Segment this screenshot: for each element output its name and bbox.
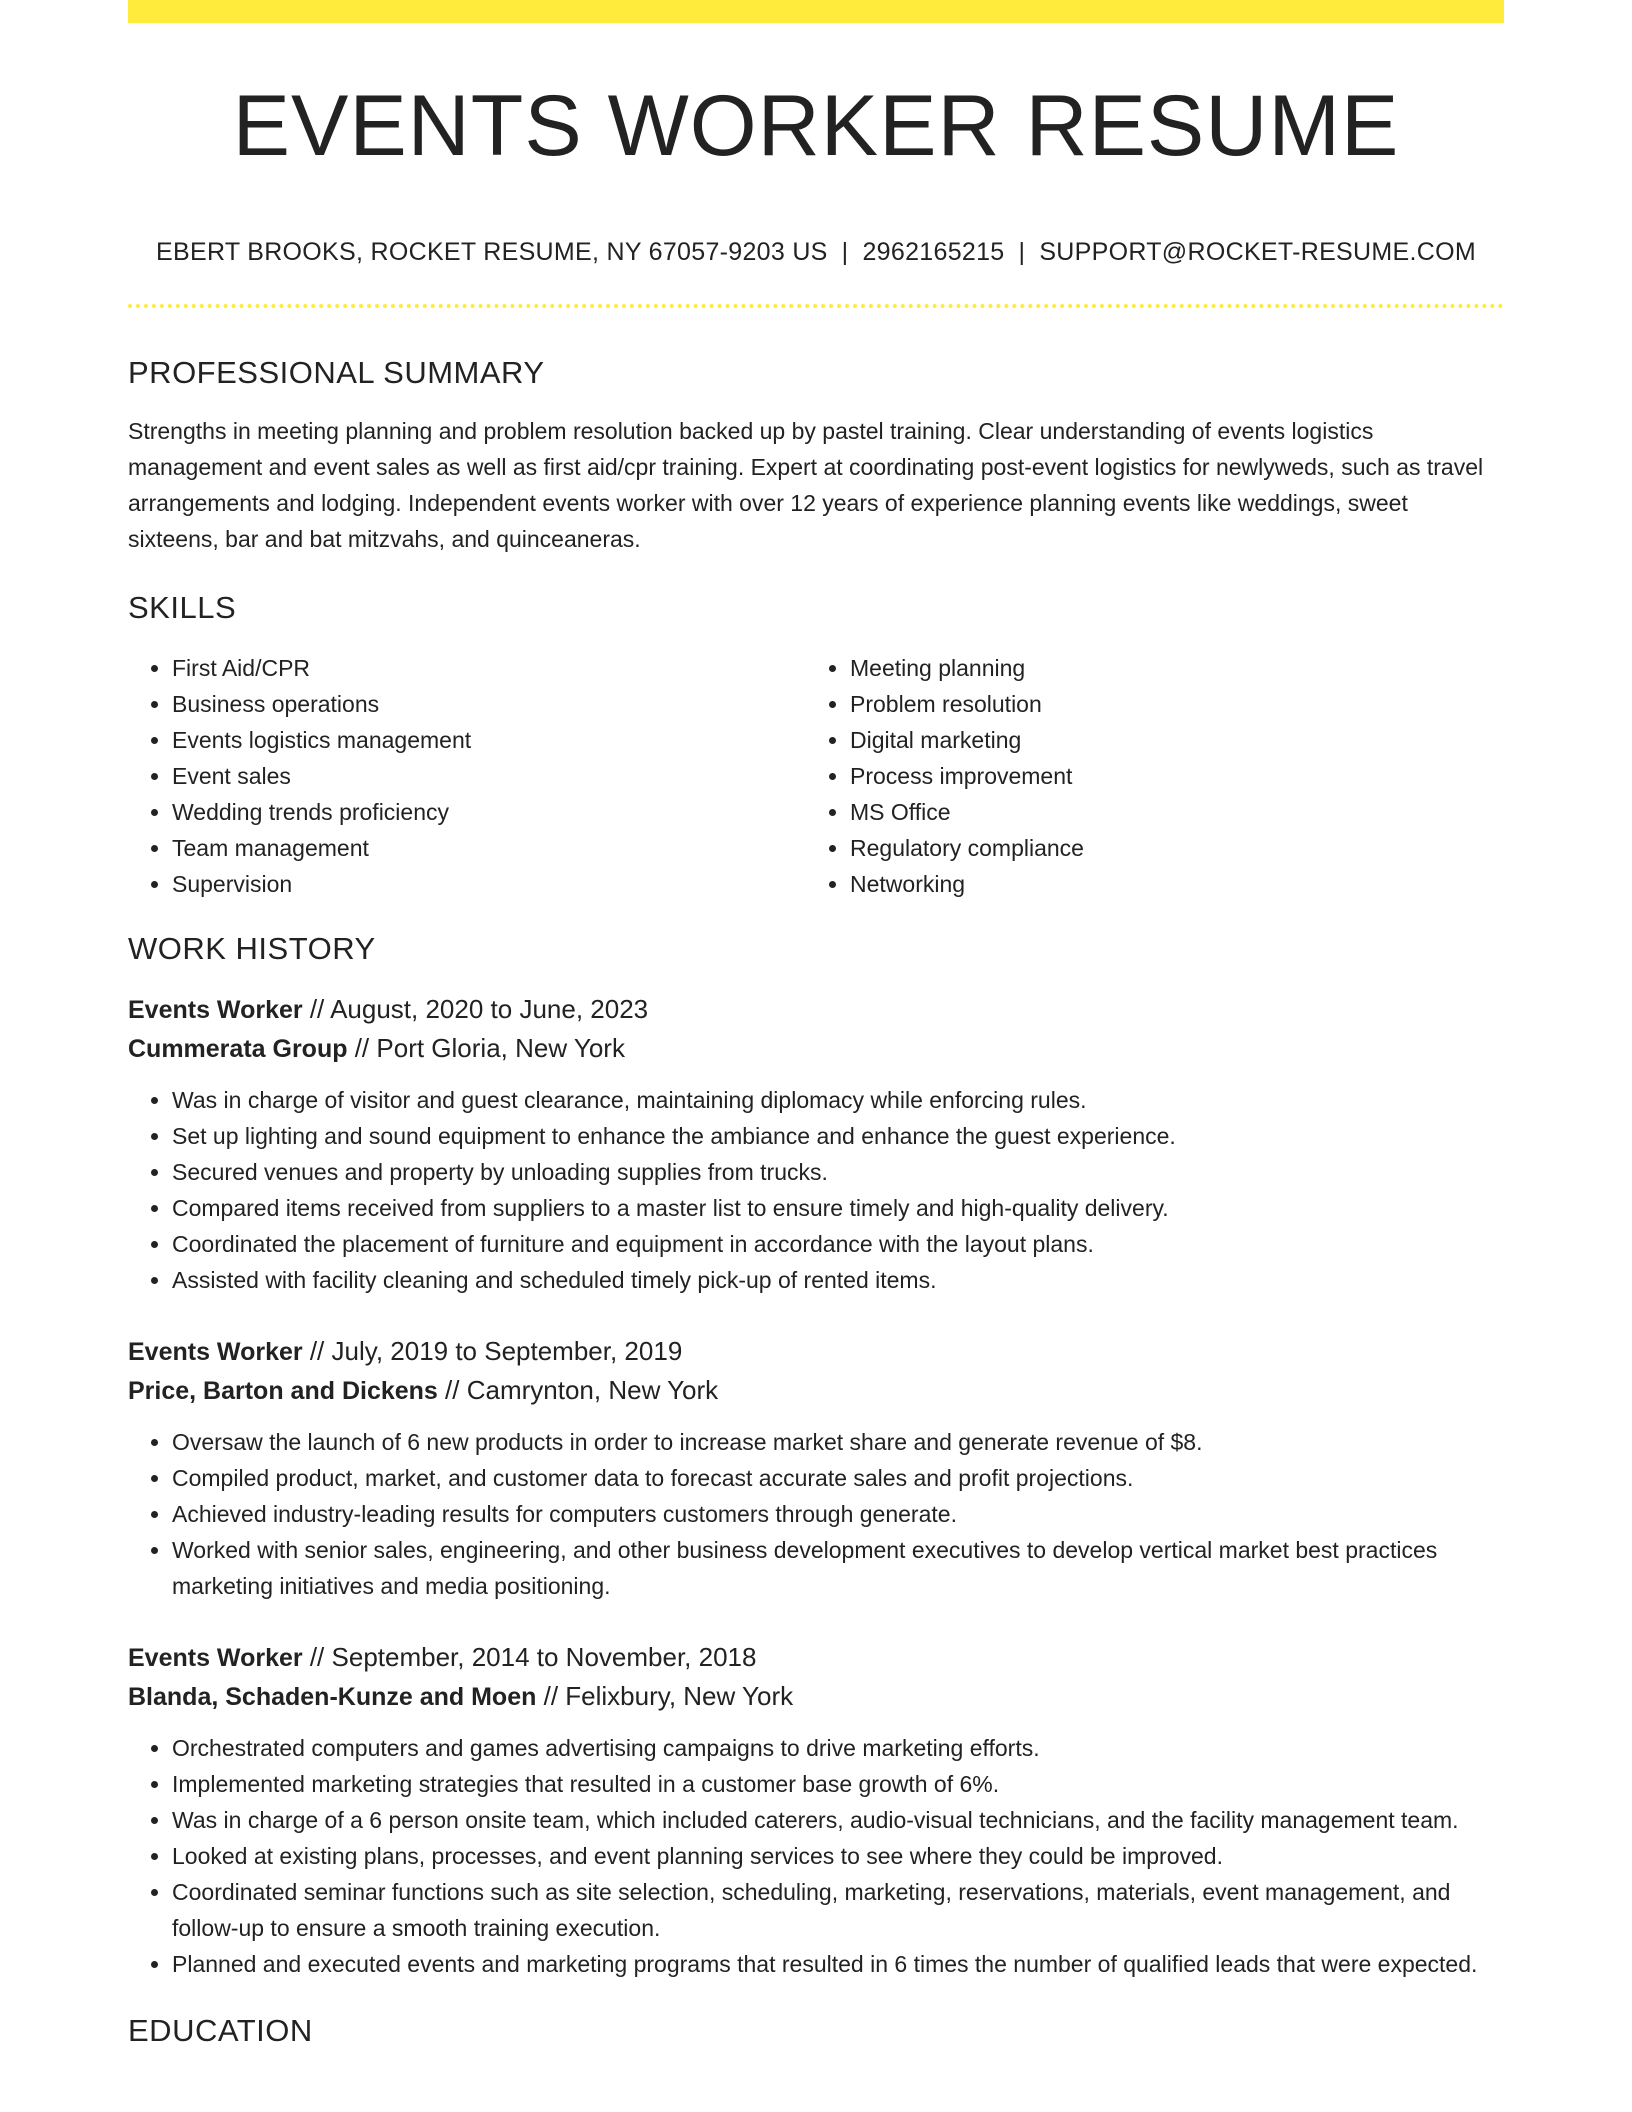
job-title: Events Worker [128,1337,303,1366]
section-heading-summary: PROFESSIONAL SUMMARY [128,355,545,390]
job-separator: // [302,1641,332,1672]
skill-item: • Supervision [172,866,806,902]
job-bullet: • Was in charge of visitor and guest clearance, maintaining diplomacy while enforcing rules. [172,1082,1504,1118]
skill-item: • MS Office [850,794,1484,830]
job-company: Price, Barton and Dickens [128,1376,438,1405]
job-bullet: • Coordinated the placement of furniture and equipment in accordance with the layout plans. [172,1226,1504,1262]
job-bullets [128,1082,1504,1298]
job-company: Blanda, Schaden-Kunze and Moen [128,1682,537,1711]
job-bullet: • Implemented marketing strategies that resulted in a customer base growth of 6%. [172,1766,1504,1802]
job-company-line [128,1677,1504,1716]
job-bullet: • Secured venues and property by unloading supplies from trucks. [172,1154,1504,1190]
job-bullet: • Set up lighting and sound equipment to enhance the ambiance and enhance the guest experience. [172,1118,1504,1154]
job-dates: July, 2019 to September, 2019 [331,1335,683,1366]
skill-item: • First Aid/CPR [172,650,806,686]
education-section [128,2012,1504,2049]
job-company-line [128,1029,1504,1068]
skill-item: • Networking [850,866,1484,902]
dotted-divider [128,304,1504,308]
job-bullet: • Was in charge of a 6 person onsite team, which included caterers, audio-visual technicians, and the facility management team. [172,1802,1504,1838]
skills-left-list [128,650,806,902]
skill-item: • Meeting planning [850,650,1484,686]
job-title: Events Worker [128,1643,303,1672]
resume-page [128,0,1504,2049]
skill-item: • Problem resolution [850,686,1484,722]
job-location: Felixbury, New York [565,1680,794,1711]
contact-email: SUPPORT@ROCKET-RESUME.COM [1039,238,1476,266]
job-location: Camrynton, New York [466,1374,719,1405]
summary-text: Strengths in meeting planning and problem resolution backed up by pastel training. Clear understanding of events logistics management and event sales as well as first aid/cpr training. Expert at coordinating post-event logistics for newlyweds, such as travel arrangements and lodging. Independent events worker with over 12 years of experience planning events like weddings, sweet sixteens, bar and bat mitzvahs, and quinceaneras. [128,418,1484,553]
job-bullets [128,1424,1504,1604]
job-bullet: • Assisted with facility cleaning and scheduled timely pick-up of rented items. [172,1262,1504,1298]
skills-section [128,589,1504,902]
job-bullet: • Orchestrated computers and games advertising campaigns to drive marketing efforts. [172,1730,1504,1766]
job-bullet: • Achieved industry-leading results for computers customers through generate. [172,1496,1504,1532]
skill-item: • Events logistics management [172,722,806,758]
job-location: Port Gloria, New York [376,1032,625,1063]
job-company-line [128,1371,1504,1410]
job-bullets [128,1730,1504,1982]
skill-item: • Regulatory compliance [850,830,1484,866]
top-accent-bar [128,0,1504,23]
contact-address: EBERT BROOKS, ROCKET RESUME, NY 67057-9203 US [156,238,828,266]
skills-right-list [806,650,1484,902]
contact-separator: | [841,238,849,266]
job-title-line [128,1332,1504,1371]
job-entry [128,1332,1504,1604]
section-heading-education: EDUCATION [128,2012,313,2048]
work-history-section [128,930,1504,1981]
job-dates: August, 2020 to June, 2023 [330,993,649,1024]
job-bullet: • Compared items received from suppliers to a master list to ensure timely and high-quality delivery. [172,1190,1504,1226]
skill-item: • Event sales [172,758,806,794]
job-dates: September, 2014 to November, 2018 [331,1641,757,1672]
skill-item: • Digital marketing [850,722,1484,758]
skill-item: • Wedding trends proficiency [172,794,806,830]
job-separator: // [302,993,331,1024]
job-bullet: • Oversaw the launch of 6 new products in order to increase market share and generate revenue of $8. [172,1424,1504,1460]
job-title-line [128,1638,1504,1677]
section-heading-skills: SKILLS [128,590,237,626]
contact-phone: 2962165215 [862,238,1005,266]
job-bullet: • Planned and executed events and marketing programs that resulted in 6 times the number of qualified leads that were expected. [172,1946,1504,1982]
summary-section [128,354,1504,557]
job-company: Cummerata Group [128,1034,348,1063]
job-separator: // [536,1680,566,1711]
job-bullet: • Coordinated seminar functions such as site selection, scheduling, marketing, reservations, materials, event management, and follow-up to ensure a smooth training execution. [172,1874,1504,1946]
job-entry [128,990,1504,1298]
job-title: Events Worker [128,995,303,1024]
job-separator: // [302,1335,332,1366]
job-bullet: • Worked with senior sales, engineering, and other business development executives to develop vertical market best practices marketing initiatives and media positioning. [172,1532,1504,1604]
skill-item: • Business operations [172,686,806,722]
job-bullet: • Looked at existing plans, processes, and event planning services to see where they could be improved. [172,1838,1504,1874]
job-entry [128,1638,1504,1982]
skill-item: • Process improvement [850,758,1484,794]
skill-item: • Team management [172,830,806,866]
job-title-line [128,990,1504,1029]
job-separator: // [437,1374,467,1405]
section-heading-work: WORK HISTORY [128,931,376,967]
contact-separator: | [1018,238,1026,266]
job-separator: // [347,1032,377,1063]
contact-line [128,237,1504,267]
skills-columns [128,650,1504,902]
job-bullet: • Compiled product, market, and customer data to forecast accurate sales and profit projections. [172,1460,1504,1496]
resume-title: EVENTS WORKER RESUME [232,78,1400,174]
